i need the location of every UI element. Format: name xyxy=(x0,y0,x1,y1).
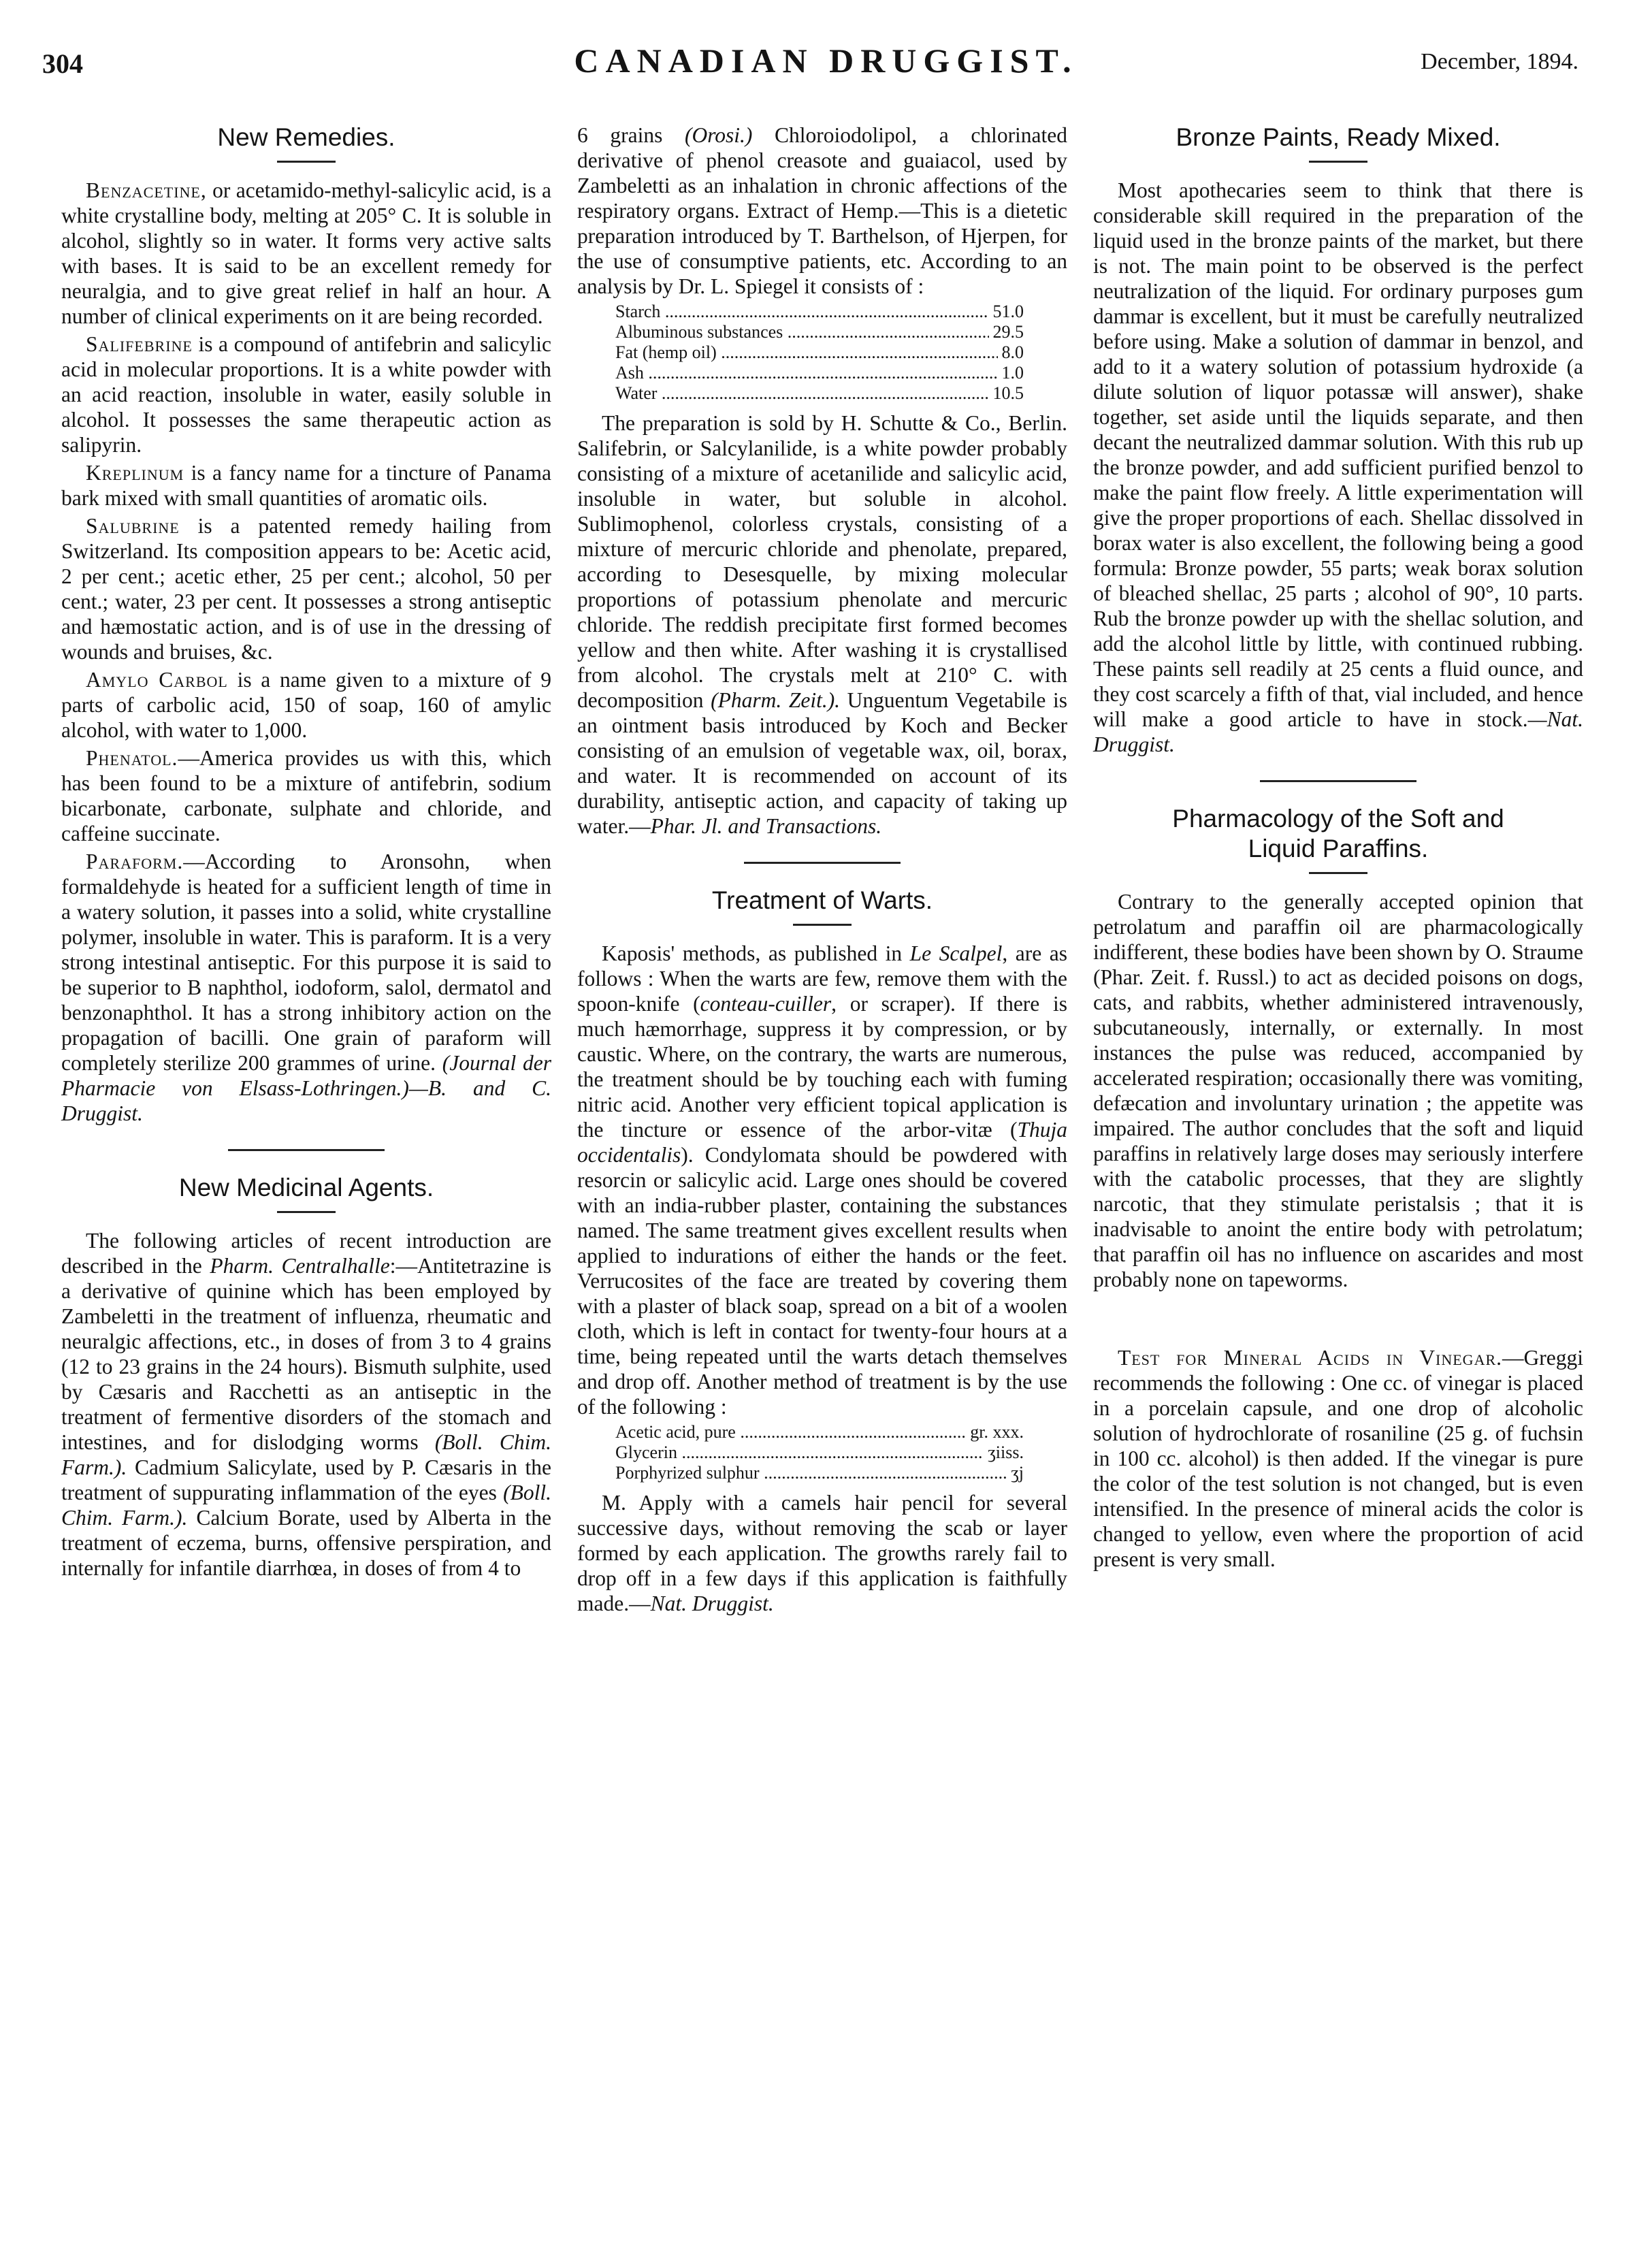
section-heading: New Medicinal Agents. xyxy=(178,1174,434,1201)
run-in-heading: Test for Mineral Acids in Vinegar. xyxy=(1118,1346,1503,1370)
section-divider xyxy=(1260,780,1416,782)
analysis-table xyxy=(615,302,1024,404)
section-heading: Treatment of Warts. xyxy=(711,886,933,914)
paragraph: Paraform.—According to Aronsohn, when formaldehyde is heated for a sufficient length of time in a watery solution, it passes into a solid, white crystalline polymer, insoluble in water. This is paraform. It is a very strong intestinal antiseptic. For this purpose it is said to be superior to B naphthol, iodoform, salol, dermatol and benzonaphthol. It has a strong inhibitory action on the propagation of bacilli. One grain of paraform will completely sterilize 200 grammes of urine. (Journal der Pharmacie von Elsass-Lothringen.)—B. and C. Druggist. xyxy=(61,850,551,1125)
divider xyxy=(1309,872,1367,874)
section-heading: Pharmacology of the Soft and Liquid Paraffins. xyxy=(1172,805,1504,862)
paragraph: Phenatol.—America provides us with this, which has been found to be a mixture of antifebrin, sodium bicarbonate, carbonate, sulphate and chloride, and caffeine succinate. xyxy=(61,746,551,845)
citation: —Nat. Druggist. xyxy=(1093,707,1583,756)
running-header xyxy=(0,41,1652,88)
divider xyxy=(1309,161,1367,163)
citation: Phar. Jl. and Transactions. xyxy=(650,814,882,838)
page-number: 304 xyxy=(42,48,83,79)
paragraph: The preparation is sold by H. Schutte & Co., Berlin. Salifebrin, or Salcylanilide, is a white powder probably consisting of a mixture of acetanilide and salicylic acid, insoluble in water, but soluble in alcohol. Sublimophenol, colorless crystals, consisting of a mixture of mercuric chloride and phenolate, prepared, according to Desesquelle, by mixing molecular proportions of potassium phenolate and mercuric chloride. The reddish precipitate first formed becomes yellow and then white. After washing it is crystallised from alcohol. The crystals melt at 210° C. with decomposition (Pharm. Zeit.). Unguentum Vegetabile is an ointment basis introduced by Koch and Becker consisting of an emulsion of vegetable wax, oil, borax, and water. It is recommended on account of its durability, antiseptic action, and capacity of taking up water.—Phar. Jl. and Transactions. xyxy=(577,411,1067,838)
table-row: Starch ..... 51.0 xyxy=(615,302,1024,322)
paragraph: Test for Mineral Acids in Vinegar.—Greggi recommends the following : One cc. of vinegar is placed in a porcelain capsule, and one drop of alcoholic solution of hydrochlorate of rosaniline (25 g. of fuchsin in 100 cc. alcohol) is then added. If the vinegar is pure the color of the test solution is not changed, but is even intensified. In the presence of mineral acids the color is changed to yellow, even where the proportion of acid present is very small. xyxy=(1093,1346,1583,1571)
paragraph: Benzacetine, or acetamido-methyl-salicylic acid, is a white crystalline body, melting at 205° C. It is soluble in alcohol, slightly so in water. It forms very active salts with bases. It is said to be an excellent remedy for neuralgia, and to give great relief in half an hour. A number of clinical experiments on it are being recorded. xyxy=(61,178,552,328)
section-divider xyxy=(744,862,901,864)
paragraph: Kaposis' methods, as published in Le Scalpel, are as follows : When the warts are few, remove them with the spoon-knife (conteau-cuiller, or scraper). If there is much hæmorrhage, suppress it by compression, or by caustic. Where, on the contrary, the warts are numerous, the treatment should be by touching each with fuming nitric acid. Another very efficient topical application is the tincture or essence of the arbor-vitæ (Thuja occidentalis). Condylomata should be powdered with resorcin or salicylic acid. Large ones should be covered with an india-rubber plaster, containing the substances named. The same treatment gives excellent results when applied to indurations of either the hands or the feet. Verrucosites of the face are treated by covering them with a plaster of black soap, spread on a bit of a woolen cloth, which is left in contact for twenty-four hours at a time, being repeated until the warts detach themselves and drop off. Another method of treatment is by the use of the following : xyxy=(577,941,1068,1419)
journal-title: CANADIAN DRUGGIST. xyxy=(574,42,1078,80)
citation: (Journal der Pharmacie von Elsass-Lothringen.)—B. and C. Druggist. xyxy=(61,1051,551,1125)
table-row: Albuminous substances ..... 29.5 xyxy=(615,322,1024,342)
column-3 xyxy=(1093,123,1583,1575)
table-row: Ash ..... 1.0 xyxy=(615,363,1024,383)
paragraph: Salubrine is a patented remedy hailing from Switzerland. Its composition appears to be: Acetic acid, 2 per cent.; acetic ether, 25 per cent.; alcohol, 50 per cent.; water, 23 per cent. It possesses a strong antiseptic and hæmostatic action, and is of use in the dressing of wounds and bruises, &c. xyxy=(61,514,551,664)
issue-date: December, 1894. xyxy=(1421,49,1578,74)
paragraph: Most apothecaries seem to think that there is considerable skill required in the preparation of the liquid used in the bronze paints of the market, but there is not. The main point to be observed is the perfect neutralization of the liquid. For ordinary purposes gum dammar is excellent, but it must be carefully neutralized before using. Make a solution of dammar in benzol, and add to it a watery solution of potassium hydroxide (a dilute solution of liquor potassæ will answer), shake together, set aside until the liquids separate, and then decant the neutralized dammar solution. With this rub up the bronze powder, and add sufficient purified benzol to make the paint flow freely. A little experimentation will give the proper proportions of each. Shellac dissolved in borax water is also excellent, the following being a good formula: Bronze powder, 55 parts; weak borax solution of bleached shellac, 25 parts ; alcohol of 90°, 10 parts. Rub the bronze powder up with the shellac solution, and add the alcohol little by little, with continued rubbing. These paints sell readily at 25 cents a fluid ounce, and they cost scarcely a fifth of that, vial included, and hence will make a good article to have in stock.—Nat. Druggist. xyxy=(1093,178,1583,756)
table-row: Fat (hemp oil) ..... 8.0 xyxy=(615,342,1024,363)
divider xyxy=(793,924,852,926)
recipe-table xyxy=(615,1422,1024,1483)
citation: Nat. Druggist. xyxy=(650,1592,774,1615)
paragraph: 6 grains (Orosi.) Chloroiodolipol, a chlorinated derivative of phenol creasote and guaiacol, used by Zambeletti as an inhalation in chronic affections of the respiratory organs. Extract of Hemp.—This is a dietetic preparation introduced by T. Barthelson, of Hjerpen, for the use of consumptive patients, etc. According to an analysis by Dr. L. Spiegel it consists of : xyxy=(577,123,1068,298)
paragraph: Contrary to the generally accepted opinion that petrolatum and paraffin oil are pharmacologically indifferent, these bodies have been shown by O. Straume (Phar. Zeit. f. Russl.) to act as decided poisons on dogs, cats, and rabbits, whether administered intravenously, subcutaneously, internally, or externally. In most instances the pulse was reduced, accompanied by accelerated respiration; occasionally there was vomiting, defæcation and involuntary urination ; the appetite was impaired. The author concludes that the soft and liquid paraffins in relatively large doses may seriously interfere with the catabolic processes, that they are slightly narcotic, that they stimulate peristalsis ; that it is inadvisable to anoint the entire body with petrolatum; that paraffin oil has no influence on ascarides and most probably none on tapeworms. xyxy=(1093,890,1583,1291)
table-row: Acetic acid, pure ..... gr. xxx. xyxy=(615,1422,1024,1442)
paragraph: Amylo Carbol is a name given to a mixture of 9 parts of carbolic acid, 150 of soap, 160 of amylic alcohol, with water to 1,000. xyxy=(61,668,551,742)
paragraph: The following articles of recent introduction are described in the Pharm. Centralhalle:—Antitetrazine is a derivative of quinine which has been employed by Zambeletti in the treatment of influenza, rheumatic and neuralgic affections, etc., in doses of from 3 to 4 grains (12 to 23 grains in the 24 hours). Bismuth sulphite, used by Cæsaris and Racchetti as an antiseptic in the treatment of fermentive disorders of the stomach and intestines, and for dislodging worms (Boll. Chim. Farm.). Cadmium Salicylate, used by P. Cæsaris in the treatment of suppurating inflammation of the eyes (Boll. Chim. Farm.). Calcium Borate, used by Alberta in the treatment of eczema, burns, offensive perspiration, and internally for infantile diarrhœa, in doses of from 4 to xyxy=(61,1229,552,1580)
paragraph: M. Apply with a camels hair pencil for several successive days, without removing the scab or layer formed by each application. The growths rarely fail to drop off in a few days if this application is faithfully made.—Nat. Druggist. xyxy=(577,1491,1067,1615)
column-2 xyxy=(577,123,1067,1619)
table-row: Porphyrized sulphur ..... ʒj xyxy=(615,1463,1024,1483)
section-heading: Bronze Paints, Ready Mixed. xyxy=(1176,123,1501,151)
table-row: Glycerin ..... ʒiiss. xyxy=(615,1442,1024,1463)
section-divider xyxy=(228,1149,385,1151)
section-heading: New Remedies. xyxy=(217,123,395,151)
paragraph: Salifebrine is a compound of antifebrin and salicylic acid in molecular proportions. It is a white powder with an acid reaction, insoluble in water, easily soluble in alcohol. It possesses the same therapeutic action as salipyrin. xyxy=(61,332,551,457)
divider xyxy=(277,161,336,163)
table-row: Water ..... 10.5 xyxy=(615,383,1024,404)
column-1 xyxy=(61,123,551,1583)
divider xyxy=(277,1211,336,1213)
paragraph: Kreplinum is a fancy name for a tincture of Panama bark mixed with small quantities of aromatic oils. xyxy=(61,461,552,510)
